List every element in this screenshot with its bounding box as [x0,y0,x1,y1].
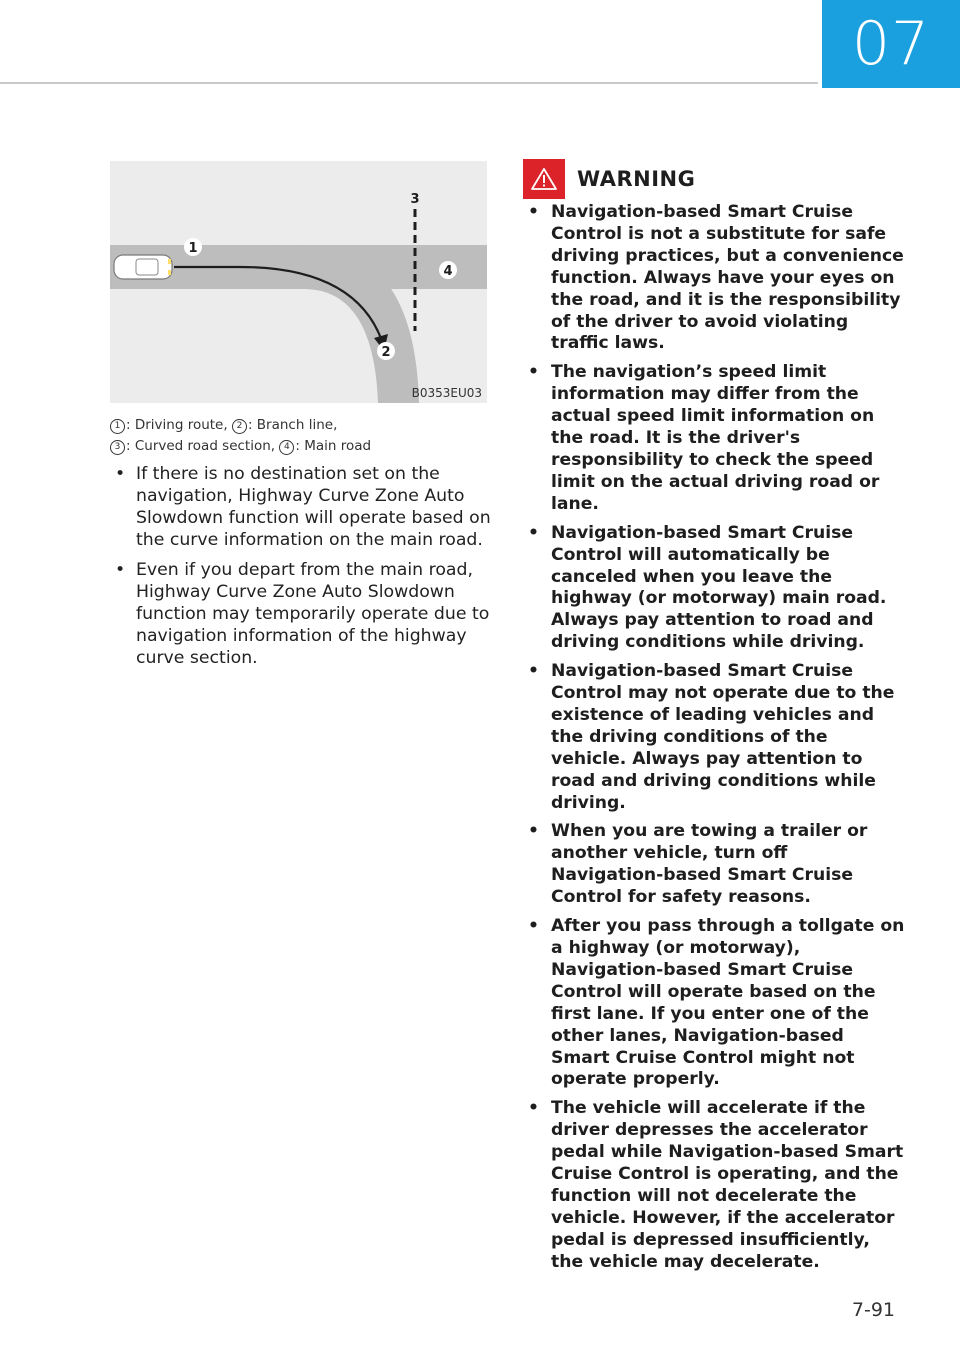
svg-text:3: 3 [410,192,420,207]
list-item-text: If there is no destination set on the navigation, Highway Curve Zone Auto Slowdown function will operate based on the curve information on the main road. [136,464,491,550]
warning-item [523,523,905,654]
svg-text:1: 1 [188,241,198,256]
list-item [110,559,492,669]
chapter-tab: 07 [822,0,960,88]
warning-icon [523,159,565,199]
warning-item-text: Navigation-based Smart Cruise Control will automatically be canceled when you leave the highway (or motorway) main road. Always pay attention to road and driving conditions while driving. [551,522,887,653]
warning-item-text: The navigation’s speed limit information may differ from the actual speed limit information on the road. It is the driver's responsibility to check the speed limit on the actual driving road or lane. [551,362,880,514]
warning-list [523,202,905,1281]
caption-num: 4 [279,440,294,455]
warning-item [523,362,905,515]
car-icon [114,255,172,279]
bullet-icon: • [528,362,539,383]
caption-text: : Driving route, [126,417,232,433]
svg-text:4: 4 [443,264,453,279]
warning-item-text: When you are towing a trailer or another vehicle, turn off Navigation-based Smart Cruise Control for safety reasons. [551,821,868,908]
warning-item [523,821,905,909]
bullet-icon: • [528,202,539,222]
caption-num: 2 [232,419,247,434]
list-item-text: Even if you depart from the main road, Highway Curve Zone Auto Slowdown function may temporarily operate due to navigation information of the highway curve section. [136,560,490,668]
bullet-icon: • [528,1098,539,1119]
marker-4 [439,261,457,279]
warning-item-text: Navigation-based Smart Cruise Control is not a substitute for safe driving practices, but a convenience function. Always have your eyes on the road, and it is the responsibility of the driver to avoid violating traffic laws. [551,202,904,354]
bullet-icon: • [528,522,539,543]
caption-text: : Branch line, [247,417,338,433]
bullet-icon: • [528,821,539,842]
caption-num: 3 [110,440,125,455]
bullet-icon: • [528,661,539,682]
caption-text: : Curved road section, [126,438,280,454]
bullet-icon: • [115,560,126,580]
lower-left-area [110,289,376,403]
road-diagram [110,161,487,403]
marker-2 [377,342,395,360]
road-diagram-svg [110,161,487,403]
info-bullet-list [110,463,492,677]
marker-3 [406,189,424,207]
header-rule [0,82,818,84]
svg-text:2: 2 [381,345,391,360]
caption-line-2 [110,436,490,457]
warning-item [523,202,905,355]
warning-header [523,159,695,199]
caption-text: : Main road [295,438,372,454]
warning-title: WARNING [577,167,696,191]
warning-item-text: Navigation-based Smart Cruise Control may not operate due to the existence of leading vehicles and the driving conditions of the vehicle. Always pay attention to road and driving conditions while driving. [551,661,895,813]
figure-caption [110,415,490,457]
warning-item-text: The vehicle will accelerate if the driver depresses the accelerator pedal while Navigation-based Smart Cruise Control is operating, and the function will not decelerate the vehicle. However, if the accelerator pedal is depressed insufficiently, the vehicle may decelerate. [551,1098,904,1272]
figure-code: B0353EU03 [411,386,482,400]
warning-item-text: After you pass through a tollgate on a highway (or motorway), Navigation-based Smart Cruise Control will operate based on the first lane. If you enter one of the other lanes, Navigation-based Smart Cruise Control might not operate properly. [551,916,905,1090]
warning-item [523,1098,905,1273]
bullet-icon: • [115,464,126,484]
marker-1 [184,238,202,256]
list-item [110,463,492,551]
caption-num: 1 [110,419,125,434]
caption-line-1 [110,415,490,436]
warning-item [523,661,905,814]
bullet-icon: • [528,916,539,937]
warning-item [523,916,905,1091]
page-number: 7-91 [851,1299,895,1321]
